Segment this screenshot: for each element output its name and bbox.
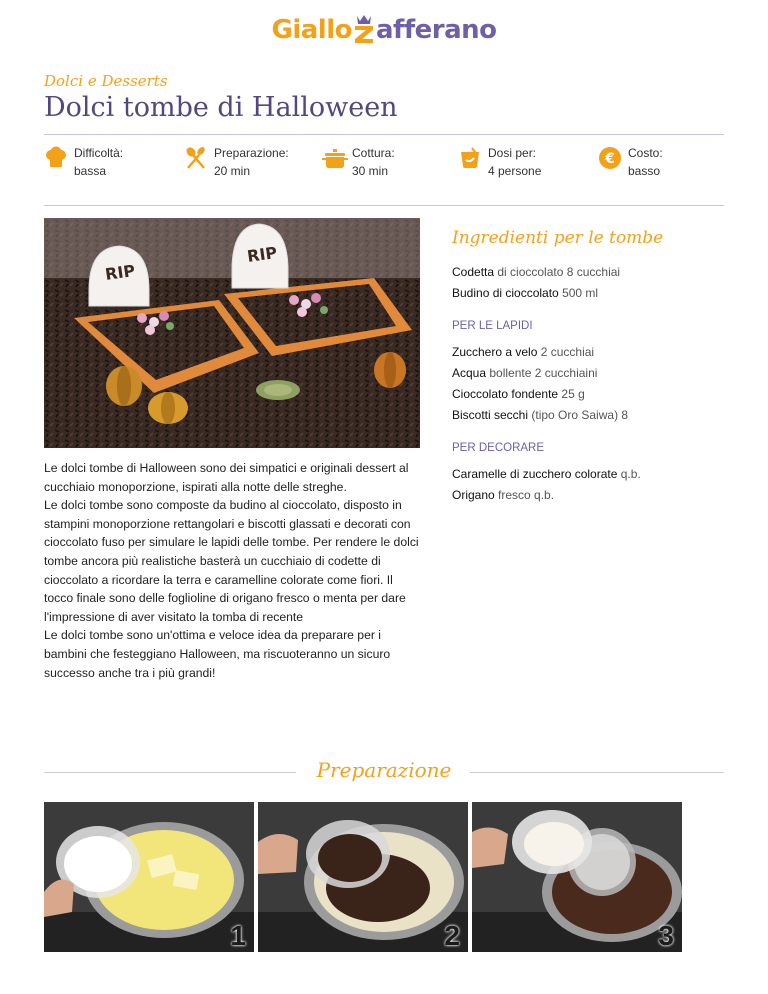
description-paragraph: Le dolci tombe di Halloween sono dei simpatici e originali dessert al cucchiaio monoporzione, ispirati alla notte delle streghe. xyxy=(44,461,409,494)
svg-text:€: € xyxy=(605,151,615,167)
ingredient-qty: fresco q.b. xyxy=(494,488,555,502)
bowl-icon xyxy=(458,146,482,170)
pot-icon xyxy=(322,146,346,170)
info-label: Preparazione: xyxy=(214,146,289,160)
description-paragraph: Le dolci tombe sono composte da budino al cioccolato, disposto in stampini monoporzione rettangolari e biscotti glassati e decorati con cioccolato fuso per simulare le lapidi delle tombe. Per rendere le dolci tombe ancora più realistiche basterà un cucchiaio di codette di cioccolato a ricordare la terra e caramelline colorate come fiori. Il tocco finale sono delle foglioline di origano fresco o menta per dare l'impressione di aver visitato la tomba di recente xyxy=(44,498,419,624)
info-value: bassa xyxy=(74,164,107,178)
divider-right xyxy=(470,772,724,773)
ingredient-name[interactable]: Zucchero a velo xyxy=(452,345,538,359)
ingredient-name[interactable]: Caramelle di zucchero colorate xyxy=(452,467,618,481)
ingredient-item xyxy=(452,262,742,283)
step-number: 1 xyxy=(230,920,246,951)
recipe-photo xyxy=(44,218,420,448)
description-paragraph: Le dolci tombe sono un'ottima e veloce idea da preparare per i bambini che festeggiano Halloween, ma riscuoteranno un sicuro successo anche tra i più grandi! xyxy=(44,628,391,680)
brand-name-second: afferano xyxy=(375,15,497,45)
ingredient-item xyxy=(452,363,742,384)
chef-hat-icon xyxy=(44,146,68,170)
ingredient-qty: (tipo Oro Saiwa) 8 xyxy=(528,408,629,422)
logo-z-crown-icon xyxy=(352,14,376,45)
step-number: 3 xyxy=(658,920,674,951)
ingredients-title: Ingredienti per le tombe xyxy=(452,228,664,248)
ingredient-name[interactable]: Codetta xyxy=(452,265,495,279)
step-photo[interactable] xyxy=(44,802,254,952)
info-label: Cottura: xyxy=(352,146,395,160)
ingredient-qty: di cioccolato 8 cucchiai xyxy=(494,265,621,279)
recipe-category[interactable]: Dolci e Desserts xyxy=(44,72,168,90)
ingredient-qty: q.b. xyxy=(617,467,641,481)
ingredient-group-heading: PER LE LAPIDI xyxy=(452,320,533,332)
ingredient-name[interactable]: Acqua xyxy=(452,366,487,380)
info-label: Dosi per: xyxy=(488,146,537,160)
preparation-header xyxy=(44,758,724,788)
ingredient-item xyxy=(452,283,742,304)
ingredient-item xyxy=(452,342,742,363)
page-title: Dolci tombe di Halloween xyxy=(44,92,398,123)
ingredient-qty: 25 g xyxy=(558,387,585,401)
divider-info xyxy=(44,205,724,206)
ingredient-item xyxy=(452,485,742,506)
whisk-spoon-icon xyxy=(184,146,208,170)
info-value: basso xyxy=(628,164,661,178)
ingredient-qty: 2 cucchiai xyxy=(537,345,595,359)
step-photo[interactable] xyxy=(472,802,682,952)
info-label: Costo: xyxy=(628,146,663,160)
ingredient-qty: 500 ml xyxy=(558,286,599,300)
info-value: 4 persone xyxy=(488,164,542,178)
ingredient-item xyxy=(452,464,742,485)
euro-icon xyxy=(598,146,622,170)
brand-name-first: Giallo xyxy=(271,15,352,45)
step-number: 2 xyxy=(444,920,460,951)
info-value: 20 min xyxy=(214,164,251,178)
ingredient-name[interactable]: Biscotti secchi xyxy=(452,408,529,422)
divider-top xyxy=(44,134,724,135)
tombstone-label-left: RIP xyxy=(103,260,137,284)
step-photo[interactable] xyxy=(258,802,468,952)
info-value: 30 min xyxy=(352,164,389,178)
ingredient-name[interactable]: Budino di cioccolato xyxy=(452,286,559,300)
ingredient-name[interactable]: Cioccolato fondente xyxy=(452,387,559,401)
brand-logo[interactable] xyxy=(0,14,768,45)
ingredient-item xyxy=(452,384,742,405)
ingredient-item xyxy=(452,405,742,426)
ingredient-group-heading: PER DECORARE xyxy=(452,442,545,454)
recipe-description xyxy=(44,459,419,682)
ingredient-qty: bollente 2 cucchiaini xyxy=(486,366,598,380)
info-label: Difficoltà: xyxy=(74,146,124,160)
ingredient-name[interactable]: Origano xyxy=(452,488,495,502)
ingredients-list xyxy=(452,262,742,506)
preparation-title: Preparazione xyxy=(316,758,452,782)
tombstone-label-right: RIP xyxy=(245,242,279,266)
